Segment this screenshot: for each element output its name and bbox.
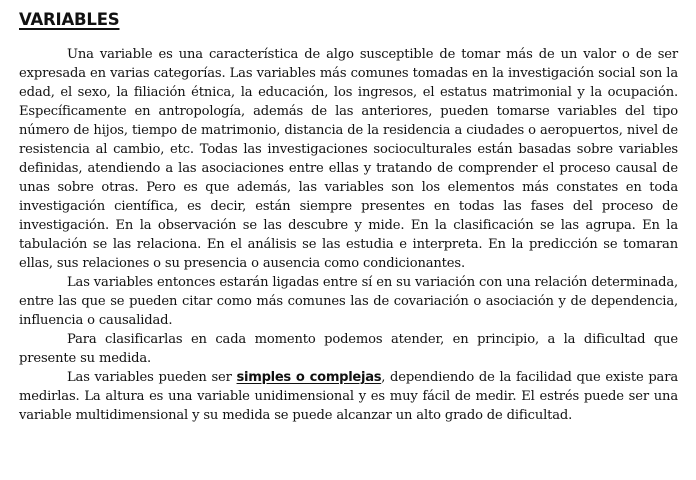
paragraph-classification: Para clasificarlas en cada momento podemos atender, en principio, a la dificultad que presente su medida. bbox=[19, 332, 678, 366]
paragraph-simple-complex-lead: Las variables pueden ser bbox=[67, 370, 237, 385]
paragraph-simple-complex-rest: , dependiendo de la facilidad que existe para medirlas. La altura es una variable unidimensional y es muy fácil de medir. El estrés puede ser una variable multidimensional y su medida se puede alcanzar un alto grado de dificultad. bbox=[19, 370, 678, 423]
paragraph-definition: Una variable es una característica de algo susceptible de tomar más de un valor o de ser expresada en varias categorías. Las variables más comunes tomadas en la investigación social son la edad, el sexo, la filiación étnica, la educación, los ingresos, el estatus matrimonial y la ocupación. Específicamente en antropología, además de las anteriores, pueden tomarse variables del tipo número de hijos, tiempo de matrimonio, distancia de la residencia a ciudades o aeropuertos, nivel de resistencia al cambio, etc. Todas las investigaciones socioculturales están basadas sobre variables definidas, atendiendo a las asociaciones entre ellas y tratando de comprender el proceso causal de unas sobre otras. Pero es que además, las variables son los elementos más constates en toda investigación científica, es decir, están siempre presentes en todas las fases del proceso de investigación. En la observación se las descubre y mide. En la clasificación se las agrupa. En la tabulación se las relaciona. En el análisis se las estudia e interpreta. En la predicción se tomaran ellas, sus relaciones o su presencia o ausencia como condicionantes. bbox=[19, 47, 678, 271]
document-title: VARIABLES bbox=[19, 10, 120, 29]
paragraph-relations: Las variables entonces estarán ligadas entre sí en su variación con una relación determinada, entre las que se pueden citar como más comunes las de covariación o asociación y de dependencia, influencia o causalidad. bbox=[19, 275, 678, 328]
emphasized-term: simples o complejas bbox=[236, 370, 382, 385]
paragraph-simple-complex bbox=[19, 368, 678, 425]
